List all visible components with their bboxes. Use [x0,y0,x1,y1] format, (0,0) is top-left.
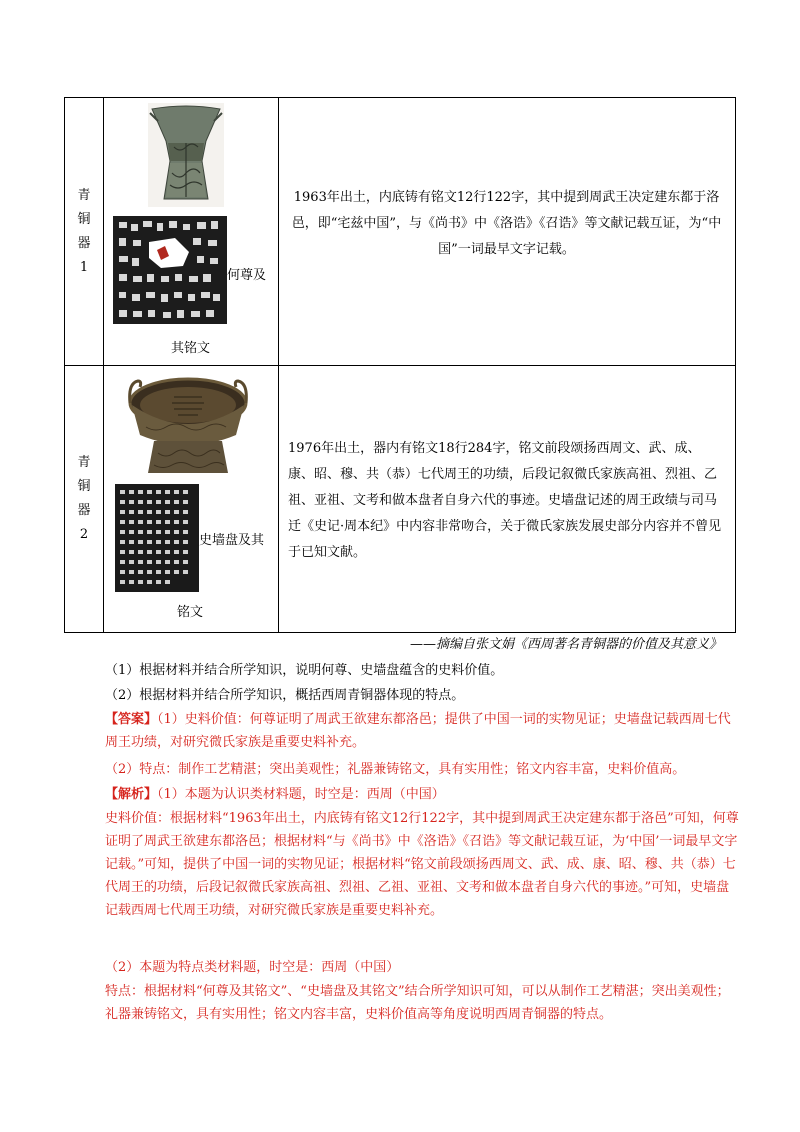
row-label-cell [65,98,104,365]
source-citation: ——摘编自张文娟《西周著名青铜器的价值及其意义》 [409,637,722,652]
image-caption-right: 史墙盘及其 [199,533,265,548]
image-caption-right: 何尊及 [227,268,267,283]
description-cell [278,366,735,632]
row-label: 青铜器2 [77,455,91,542]
image-caption-bottom: 其铭文 [171,341,211,356]
table-row [65,98,735,366]
material-table [64,97,736,633]
description-cell [278,98,735,365]
he-zun-vessel-image [148,103,224,207]
question-1: （1）根据材料并结合所学知识，说明何尊、史墙盘蕴含的史料价值。 [105,663,504,678]
row-label: 青铜器1 [77,187,91,275]
he-zun-inscription-rubbing [113,216,227,324]
description-text: 1976年出土，器内有铭文18行284字，铭文前段颂扬西周文、武、成、康、昭、穆、共（恭）七代周王的功绩，后段记叙微氏家族高祖、烈祖、乙祖、亚祖、文考和做本盘者自身六代的事迹。史墙盘记述的周王政绩与司马迁《史记·周本纪》中内容非常吻合，关于微氏家族发展史部分内容并不曾见于已知文献。 [288,441,722,560]
image-cell [103,366,279,632]
analysis-header [105,783,740,806]
image-caption-bottom: 铭文 [177,605,204,620]
shi-qiang-pan-inscription-rubbing [115,484,199,592]
answer-block [105,708,740,754]
table-row [65,366,735,632]
shi-qiang-pan-vessel-image [124,373,252,478]
answer-tag: 【答案】 [105,712,158,727]
analysis-tag: 【解析】 [105,787,158,802]
row-label-cell [65,366,104,632]
image-cell [103,98,279,365]
question-2: （2）根据材料并结合所学知识，概括西周青铜器体现的特点。 [105,688,465,703]
description-text: 1963年出土，内底铸有铭文12行122字，其中提到周武王决定建东都于洛邑，即“宅兹中国”，与《尚书》中《洛诰》《召诰》等文献记载互证，为“中国”一词最早文字记载。 [291,190,722,257]
analysis-part-1-head: （1）本题为认识类材料题，时空是：西周（中国） [157,787,445,802]
answer-part-2: （2）特点：制作工艺精湛；突出美观性；礼器兼铸铭文，具有实用性；铭文内容丰富，史料价值高。 [105,762,686,777]
analysis-part-1-body: 史料价值：根据材料“1963年出土，内底铸有铭文12行122字，其中提到周武王决定建东都于洛邑”可知，何尊证明了周武王欲建东都洛邑；根据材料“与《尚书》中《洛诰》《召诰》等文献记载互证，为‘中国’一词最早文字记载。”可知，提供了中国一词的实物见证；根据材料“铭文前段颂扬西周文、武、成、康、昭、穆、共（恭）七代周王的功绩，后段记叙微氏家族高祖、烈祖、乙祖、亚祖、文考和做本盘者自身六代的事迹。”可知，史墙盘记载西周七代周王功绩，对研究微氏家族是重要史料补充。 [105,811,739,918]
analysis-part-2-head: （2）本题为特点类材料题，时空是：西周（中国） [105,960,400,975]
answer-part-1: （1）史料价值：何尊证明了周武王欲建东都洛邑；提供了中国一词的实物见证；史墙盘记载西周七代周王功绩，对研究微氏家族是重要史料补充。 [105,712,731,750]
analysis-part-2-body: 特点：根据材料“何尊及其铭文”、“史墙盘及其铭文”结合所学知识可知，可以从制作工艺精湛；突出美观性；礼器兼铸铭文，具有实用性；铭文内容丰富，史料价值高等角度说明西周青铜器的特点。 [105,984,730,1022]
